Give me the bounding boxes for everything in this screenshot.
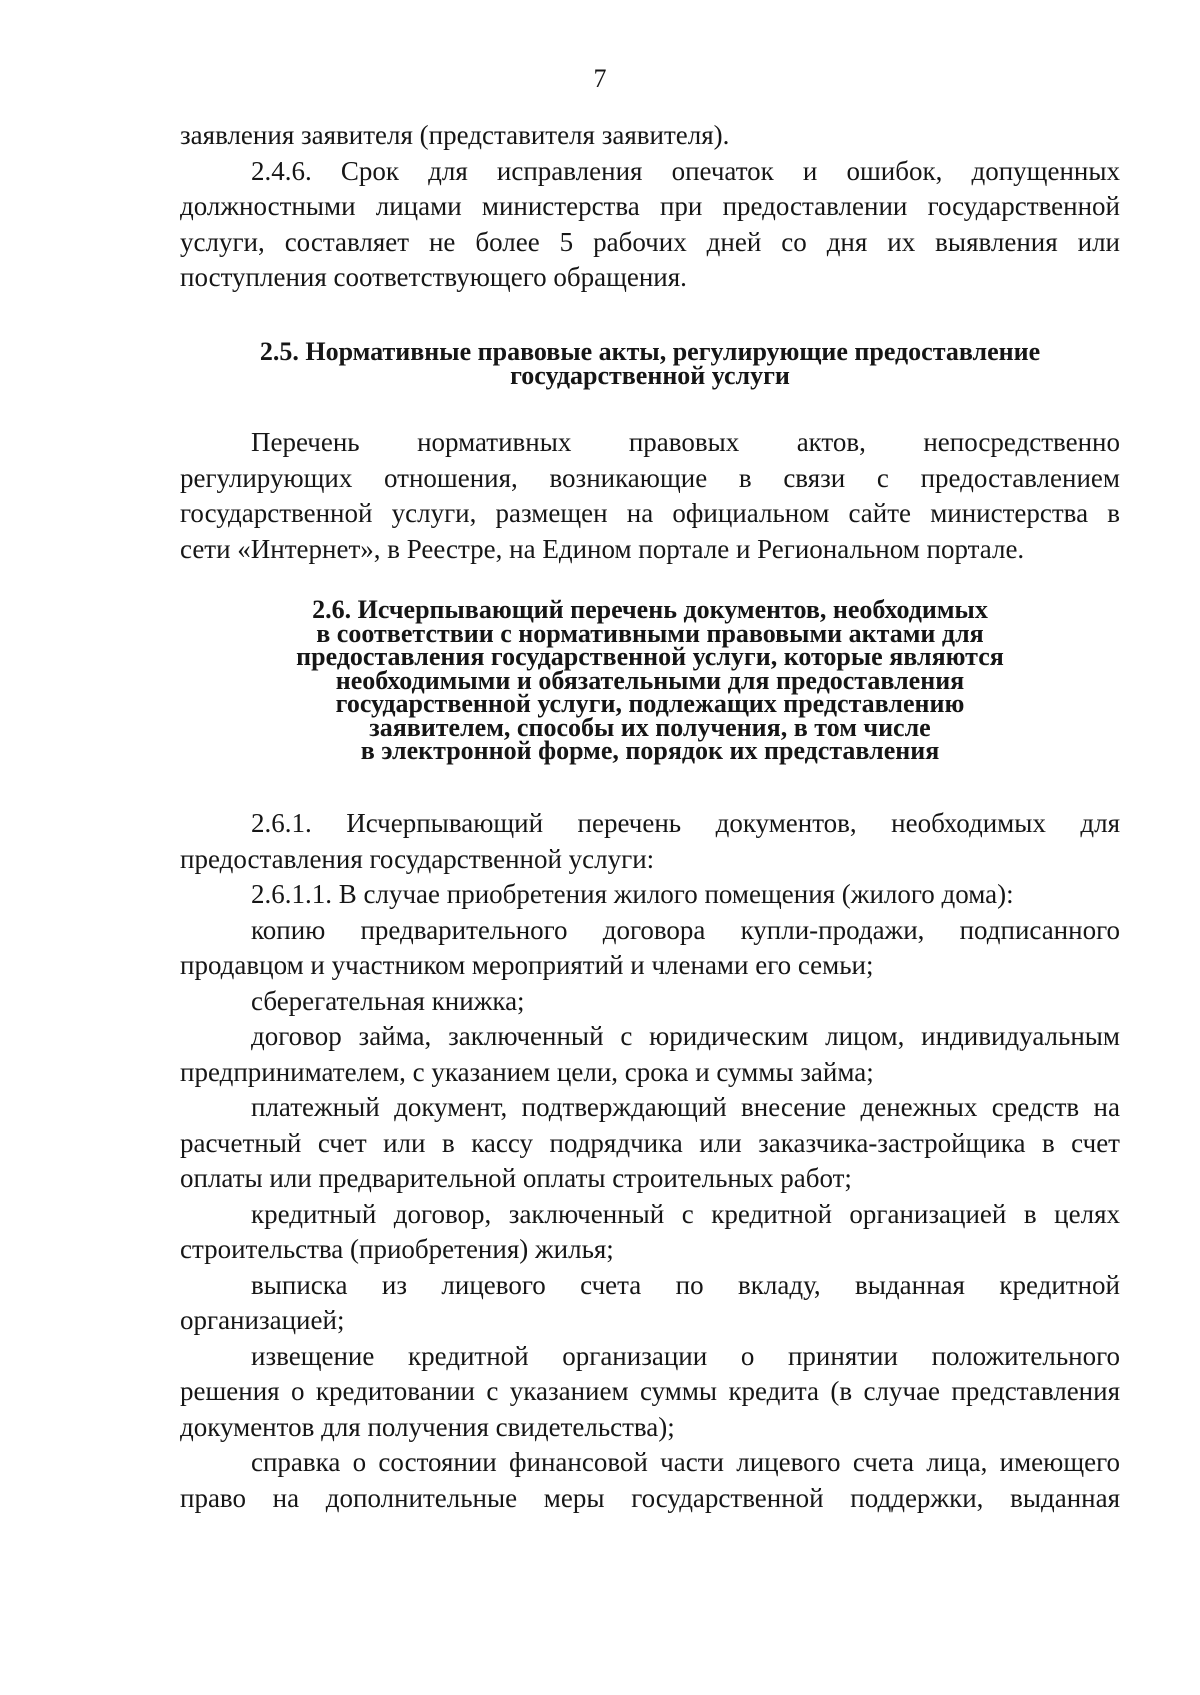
text-line: кредитный договор, заключенный с кредитной организацией в целях [251, 1198, 1120, 1229]
text-line: должностными лицами министерства при предоставлении государственной [180, 191, 1120, 221]
text-line: услуги, составляет не более 5 рабочих дней со дня их выявления или [180, 226, 1120, 257]
text-line: регулирующих отношения, возникающие в связи с предоставлением [180, 462, 1120, 493]
page-number: 7 [593, 64, 607, 93]
text-line: извещение кредитной организации о принятии положительного [251, 1340, 1120, 1371]
text-line: оплаты или предварительной оплаты строительных работ; [180, 1163, 852, 1193]
paragraph-block-2-5 [180, 425, 1120, 567]
text-line: предпринимателем, с указанием цели, срока и суммы займа; [180, 1056, 874, 1087]
text-line: копию предварительного договора купли-продажи, подписанного [251, 914, 1120, 945]
heading-line: в соответствии с нормативными правовыми актами для [316, 618, 984, 648]
text-line: сберегательная книжка; [251, 985, 525, 1016]
text-line: платежный документ, подтверждающий внесение денежных средств на [251, 1092, 1120, 1122]
heading-line: 2.6. Исчерпывающий перечень документов, необходимых [312, 595, 988, 624]
text-line: 2.6.1.1. В случае приобретения жилого помещения (жилого дома): [251, 879, 1014, 909]
text-line: решения о кредитовании с указанием суммы кредита (в случае представления [180, 1376, 1120, 1406]
heading-line: необходимыми и обязательными для предоставления [335, 665, 965, 695]
section-heading-2-6 [180, 595, 1120, 765]
text-line: справка о состоянии финансовой части лицевого счета лица, имеющего [251, 1447, 1120, 1477]
text-line: документов для получения свидетельства); [180, 1411, 675, 1442]
heading-line: заявителем, способы их получения, в том числе [369, 712, 931, 742]
text-line: договор займа, заключенный с юридическим лицом, индивидуальным [251, 1021, 1120, 1051]
heading-line: предоставления государственной услуги, которые являются [296, 642, 1004, 671]
text-line: расчетный счет или в кассу подрядчика или заказчика-застройщика в счет [180, 1127, 1120, 1158]
text-line: строительства (приобретения) жилья; [180, 1234, 614, 1264]
heading-line: 2.5. Нормативные правовые акты, регулирующие предоставление [259, 337, 1041, 366]
heading-line: в электронной форме, порядок их представления [360, 736, 940, 765]
text-line: поступления соответствующего обращения. [180, 262, 687, 292]
paragraph-block-2-4-6 [180, 118, 1120, 296]
text-line: выписка из лицевого счета по вкладу, выданная кредитной [251, 1269, 1120, 1300]
heading-line: государственной услуги [510, 360, 790, 390]
paragraph-block-2-6 [180, 806, 1120, 1516]
text-line: 2.4.6. Срок для исправления опечаток и ошибок, допущенных [251, 155, 1120, 186]
text-line: организацией; [180, 1305, 345, 1335]
text-line: заявления заявителя (представителя заявителя). [180, 120, 730, 150]
text-line: сети «Интернет», в Реестре, на Едином портале и Региональном портале. [180, 533, 1025, 564]
text-line: государственной услуги, размещен на официальном сайте министерства в [180, 498, 1120, 528]
text-line: предоставления государственной услуги: [180, 843, 655, 874]
text-line: право на дополнительные меры государственной поддержки, выданная [180, 1482, 1120, 1513]
text-line: 2.6.1. Исчерпывающий перечень документов, необходимых для [251, 808, 1120, 838]
text-line: продавцом и участником мероприятий и членами его семьи; [180, 950, 874, 980]
heading-line: государственной услуги, подлежащих представлению [335, 689, 965, 718]
section-heading-2-5 [180, 337, 1120, 390]
text-line: Перечень нормативных правовых актов, непосредственно [251, 427, 1120, 457]
